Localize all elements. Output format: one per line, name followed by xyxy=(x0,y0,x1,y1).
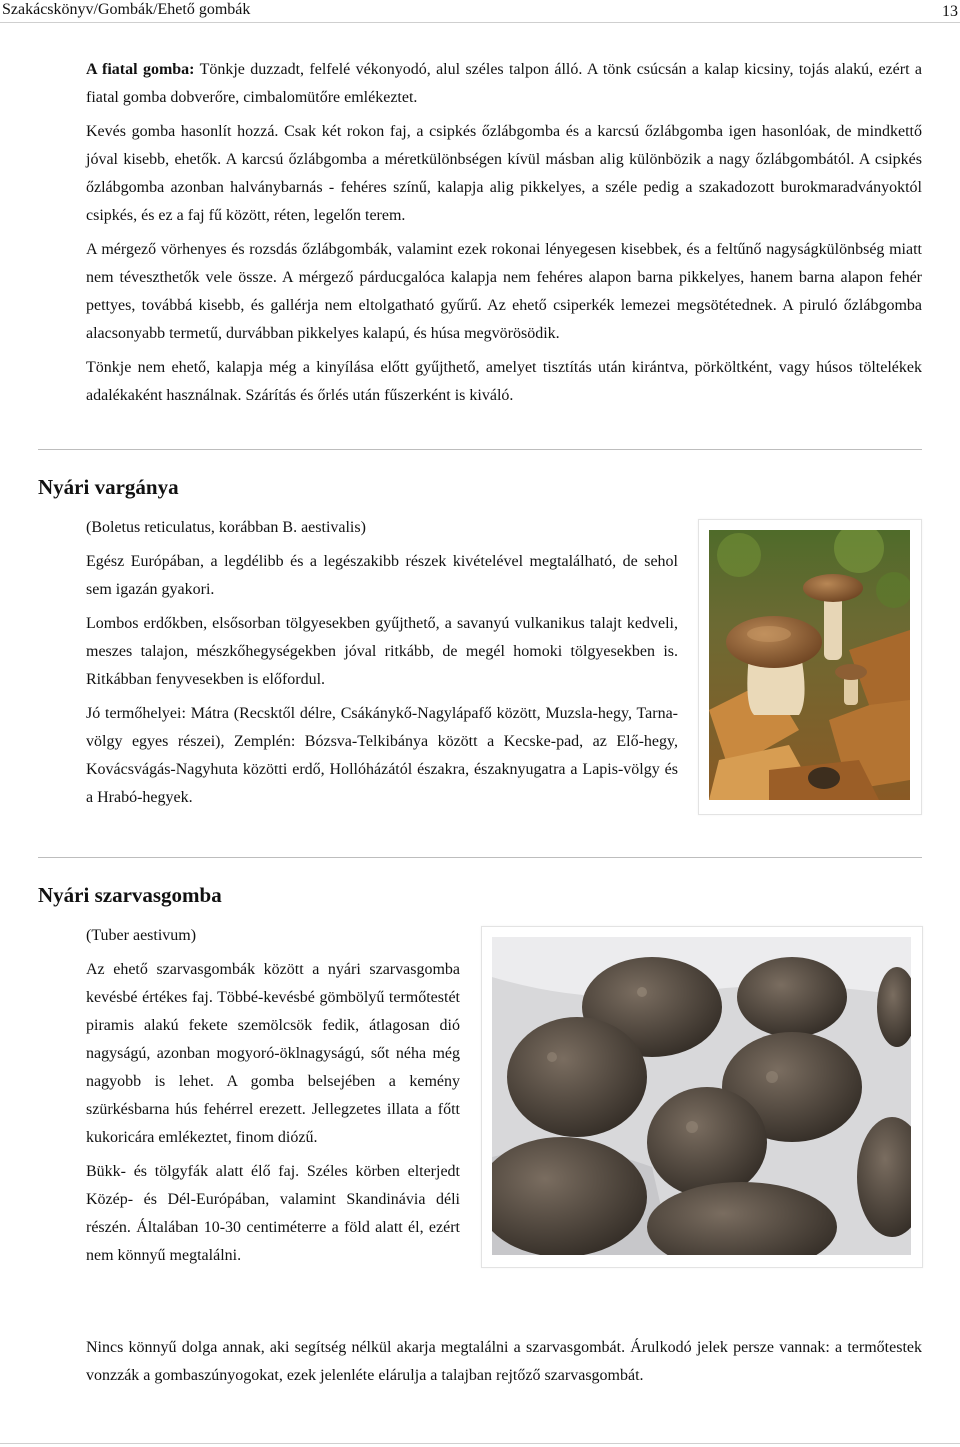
paragraph-range xyxy=(86,1158,460,1270)
truffle-photo xyxy=(481,926,923,1268)
section-szarvasgomba-text xyxy=(86,922,460,1270)
truffle-image xyxy=(492,937,911,1255)
paragraph-description: Az ehető szarvasgombák között a nyári szarvasgomba kevésbé értékes faj. Többé-kevésbé gömbölyű termőtestét piramis alakú fekete szemölcsök fedik, átlagosan dió nagyságú, azonban mogyoró-öklnagyságú, sőt néha még nagyobb is lehet. A gomba belsejében a kemény szürkésbarna hús fehérrel erezett. Jellegzetes illata a főtt kukoricára emlékeztet, finom diózű. xyxy=(86,961,460,1146)
latin-name: (Boletus reticulatus, korábban B. aestivalis) xyxy=(86,519,366,536)
paragraph-poisonous: A mérgező vörhenyes és rozsdás őzlábgombák, valamint ezek rokonai lényegesen kisebbek, és a feltűnő nagyságkülönbség miatt nem téveszthetők vele össze. A mérgező párducgalóca kalapja nem fehéres alapon barna pikkelyes, hanem barna alapon fehér pettyes, továbbá kisebb, és gallérja nem eltolgatható gyűrű. Az ehető csiperkék lemezei megsötétednek. A piruló őzlábgomba alacsonyabb termetű, durvábban pikkelyes kalapú, és húsa megvörösödik. xyxy=(86,241,922,342)
page-number: 13 xyxy=(942,3,958,20)
paragraph-young-mushroom xyxy=(86,56,922,112)
paragraph-lookalikes: Kevés gomba hasonlít hozzá. Csak két rokon faj, a csipkés őzlábgomba és a karcsú őzlábgomba igen hasonlóak, de mindkettő jóval kisebb, ehetők. A karcsú őzlábgomba a méretkülönbségen kívül másban alig különbözik a nagy őzlábgombától. A csipkés őzlábgomba azonban halványbarnás - fehéres színű, kalapja alig pikkelyes, a széle pedig a szakadozott burokmaradványoktól csipkés, és ez a faj fű között, réten, legelőn terem. xyxy=(86,123,922,224)
paragraph-distribution: Egész Európában, a legdélibb és a legészakibb részek kivételével megtalálható, de sehol sem igazán gyakori. xyxy=(86,553,678,598)
paragraph-range-text: Bükk- és tölgyfák alatt élő faj. Széles körben elterjedt Közép- és Dél-Európában, valamint Skandinávia déli részén. Általában 10-30 centiméterre a föld alatt él, ezért nem könnyű megtalálni. xyxy=(86,1163,460,1264)
breadcrumb[interactable]: Szakácskönyv/Gombák/Ehető gombák xyxy=(2,1,251,18)
section-varganya-text xyxy=(86,514,678,812)
paragraph-finding: Nincs könnyű dolga annak, aki segítség nélkül akarja megtalálni a szarvasgombát. Árulkodó jelek persze vannak: a termőtestek vonzzák a gombaszúnyogokat, ezek jelenléte elárulja a talajban rejtőző szarvasgombát. xyxy=(86,1339,922,1384)
page-bottom-rule xyxy=(0,1443,960,1444)
section-divider xyxy=(38,857,922,858)
section-divider xyxy=(38,449,922,450)
paragraph-habitat: Lombos erdőkben, elsősorban tölgyesekben gyűjthető, a savanyú vulkanikus talajt kedveli, meszes talajon, mészkőhegységekben jóval ritkább, de megél homoki tölgyesekben is. Ritkábban fenyvesekben is előfordul. xyxy=(86,615,678,688)
boletus-image xyxy=(709,530,910,800)
paragraph-locations: Jó termőhelyei: Mátra (Recsktől délre, Csákánykő-Nagylápafő között, Muzsla-hegy, Tarna-völgy egyes részei), Zemplén: Bózsva-Telkibánya között a Kecske-pad, az Elő-hegy, Kovácsvágás-Nagyhuta közötti erdő, Hollóházától északra, északnyugatra a Lapis-völgy és a Hrabó-hegyek. xyxy=(86,705,678,806)
boletus-photo xyxy=(698,519,922,815)
section-title-nyari-szarvasgomba: Nyári szarvasgomba xyxy=(38,883,222,907)
paragraph-usage: Tönkje nem ehető, kalapja még a kinyílása előtt gyűjthető, amelyet tisztítás után kirántva, pörköltként, vagy húsos töltelékek adalékaként használnak. Szárítás és őrlés után fűszerként is kiváló. xyxy=(86,359,922,404)
latin-name: (Tuber aestivum) xyxy=(86,927,197,944)
section-szarvasgomba-footer xyxy=(86,1334,922,1390)
paragraph-lead: A fiatal gomba: xyxy=(86,61,195,78)
paragraph-text: Tönkje duzzadt, felfelé vékonyodó, alul széles talpon álló. A tönk csúcsán a kalap kicsiny, tojás alakú, ezért a fiatal gomba dobverőre, cimbalomütőre emlékeztet. xyxy=(86,61,922,106)
section-title-nyari-varganya: Nyári vargánya xyxy=(38,475,179,499)
intro-section xyxy=(86,56,922,410)
running-header xyxy=(0,0,960,23)
